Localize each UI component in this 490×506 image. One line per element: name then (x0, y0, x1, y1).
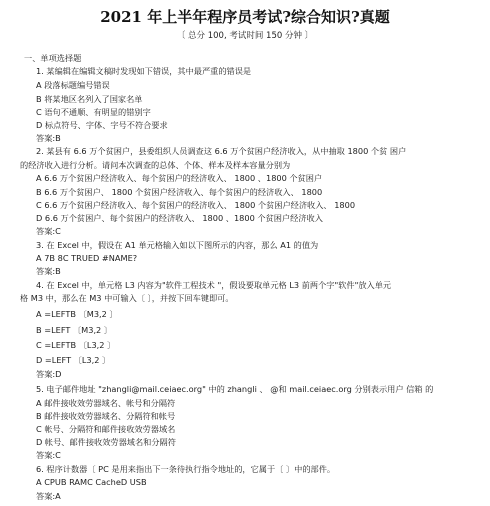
q2-stem-line2: 的经济收入进行分析。请问本次调查的总体、个体、样本及样本容量分别为 (20, 160, 291, 170)
exam-info: 〔 总分 100, 考试时间 150 分钟 〕 (176, 31, 314, 41)
page-title: 2021 年上半年程序员考试?综合知识?真题 (100, 8, 390, 26)
q2-stem-line1: 2. 某县有 6.6 万个贫困户，县委组织人员调查这 6.6 万个贫困户经济收入，从中抽取 1800 个贫 困户 (36, 146, 407, 156)
q4-option-c: C =LEFTB 〔L3,2 〕 (36, 340, 116, 350)
section-heading: 一、单项选择题 (24, 53, 82, 63)
q5-option-c: C 帐号、分隔符和邮件接收效劳器域名 (36, 424, 176, 434)
q6-stem: 6. 程序计数器〔 PC 是用来指出下一条待执行指令地址的，它属于〔 〕中的部件。 (36, 464, 336, 474)
q1-option-b: B 将某地区名列入了国家名单 (36, 94, 143, 104)
q2-option-d: D 6.6 万个贫困户、每个贫困户的经济收入、 1800 、1800 个贫困户经济收入 (36, 213, 323, 223)
q4-option-b: B =LEFT 〔M3,2 〕 (36, 325, 113, 335)
q1-answer: 答案:B (36, 133, 61, 143)
q1-option-d: D 标点符号、字体、字号不符合要求 (36, 120, 168, 130)
q2-option-c: C 6.6 万个贫困户经济收入、每个贫困户的经济收入、 1800 个贫困户经济收入、 1800 (36, 200, 356, 210)
q2-option-b: B 6.6 万个贫困户、 1800 个贫困户经济收入、每个贫困户的经济收入、 1800 (36, 187, 323, 197)
q5-stem: 5. 电子邮件地址 "zhangli@mail.ceiaec.org" 中的 zhangli 、 @和 mail.ceiaec.org 分别表示用户 信箱 的 (36, 384, 434, 394)
q5-option-b: B 邮件接收效劳器域名、分隔符和帐号 (36, 411, 176, 421)
q5-option-a: A 邮件接收效劳器域名、帐号和分隔符 (36, 398, 176, 408)
q1-stem: 1. 某编辑在编辑文稿时发现如下错误，其中最严重的错误是 (36, 66, 252, 76)
q2-option-a: A 6.6 万个贫困户经济收入、每个贫困户的经济收入、 1800 、1800 个贫困户 (36, 173, 323, 183)
q4-option-d: D =LEFT 〔L3,2 〕 (36, 355, 111, 365)
q1-option-a: A 段落标题编号错误 (36, 80, 110, 90)
q3-stem: 3. 在 Excel 中，假设在 A1 单元格输入如以下图所示的内容，那么 A1 的值为 (36, 240, 319, 250)
q3-options: A 7B 8C TRUED #NAME? (36, 253, 138, 263)
q4-stem-line1: 4. 在 Excel 中，单元格 L3 内容为"软件工程技术 "，假设要取单元格 L3 前两个字"软件"放入单元 (36, 280, 392, 290)
q5-answer: 答案:C (36, 450, 61, 460)
q6-answer: 答案:A (36, 491, 61, 501)
q2-answer: 答案:C (36, 226, 61, 236)
q4-answer: 答案:D (36, 369, 62, 379)
q1-option-c: C 语句不通顺、有明显的错别字 (36, 107, 151, 117)
q4-option-a: A =LEFTB 〔M3,2 〕 (36, 309, 118, 319)
q6-options: A CPUB RAMC CacheD USB (36, 477, 147, 487)
q3-answer: 答案:B (36, 266, 61, 276)
q4-stem-line2: 格 M3 中，那么在 M3 中可输入〔 〕，并按下回车键即可。 (20, 293, 234, 303)
q5-option-d: D 帐号、邮件接收效劳器域名和分隔符 (36, 437, 176, 447)
